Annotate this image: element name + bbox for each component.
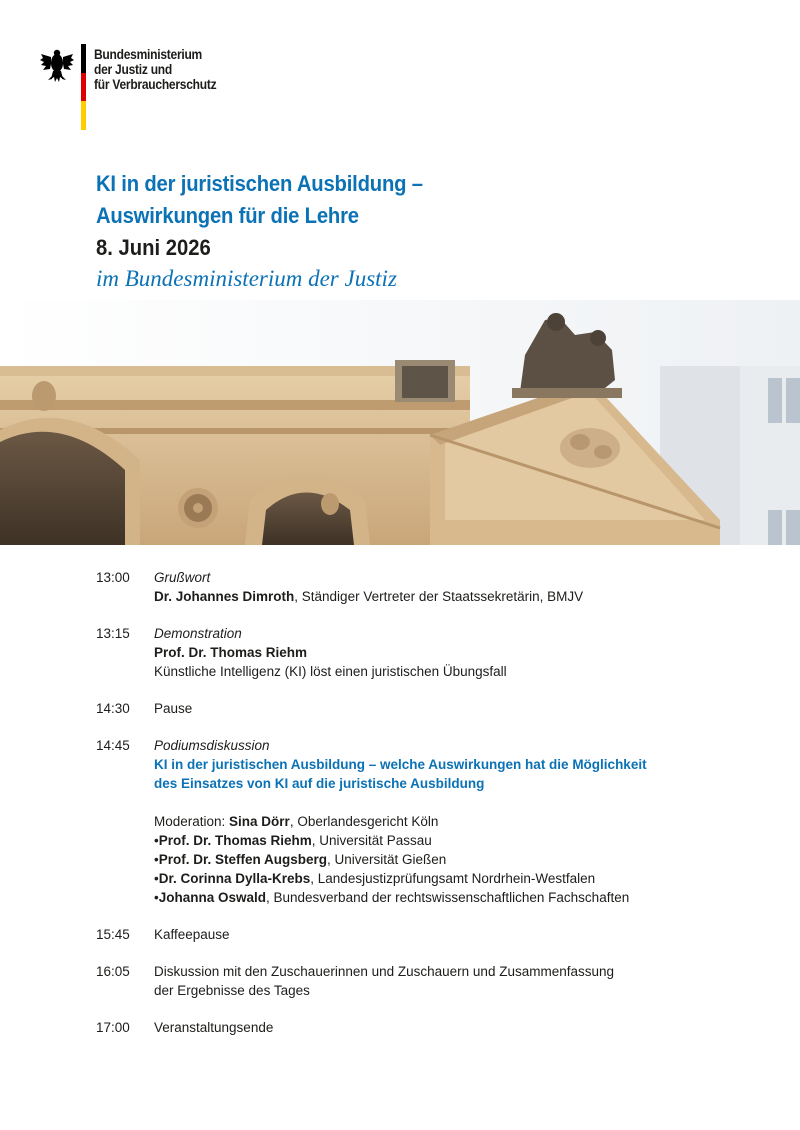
flag-red-stripe [81,73,86,102]
agenda-text: Pause [154,701,193,716]
panelist-name: Prof. Dr. Thomas Riehm [158,833,312,848]
agenda-time: 14:45 [96,738,130,753]
agenda-item [96,1018,776,1037]
agenda-description: Künstliche Intelligenz (KI) löst einen juristischen Übungsfall [154,664,507,679]
panelist [154,888,776,907]
agenda-text: Kaffeepause [154,927,230,942]
agenda-text-line-1: Diskussion mit den Zuschauerinnen und Zuschauern und Zusammenfassung [154,964,615,979]
ministry-name [94,47,216,92]
panelist [154,850,776,869]
panelist-name: Prof. Dr. Steffen Augsberg [158,852,328,867]
agenda-time: 14:30 [96,701,130,716]
event-venue-line-1: im Bundesministerium der Justiz [96,266,397,291]
speaker-role: , Ständiger Vertreter der Staatssekretärin, BMJV [294,589,584,604]
panelist [154,831,776,850]
panel-topic-line-1: KI in der juristischen Ausbildung – welche Auswirkungen hat die Möglichkeit [154,757,647,772]
flag-black-stripe [81,44,86,73]
panelist-name: Johanna Oswald [158,890,267,905]
moderator-name: Sina Dörr [229,814,290,829]
moderation-prefix: Moderation: [154,814,230,829]
agenda-item [96,925,776,944]
agenda-time: 13:15 [96,626,130,641]
agenda-item [96,736,776,907]
agenda-text-line-2: der Ergebnisse des Tages [154,983,310,998]
panelist-affiliation: , Bundesverband der rechtswissenschaftlichen Fachschaften [266,890,630,905]
panelist-affiliation: , Universität Passau [311,833,432,848]
federal-eagle-icon [40,46,74,86]
agenda [96,568,776,1055]
agenda-item [96,624,776,681]
moderator-affiliation: , Oberlandesgericht Köln [289,814,439,829]
agenda-text: Veranstaltungsende [154,1020,274,1035]
event-date: 8. Juni 2026 [96,235,211,260]
agenda-time: 15:45 [96,927,130,942]
building-photo [0,300,800,545]
panelist [154,869,776,888]
agenda-label: Grußwort [154,570,211,585]
flag-gold-stripe [81,101,86,130]
german-flag-bar [81,44,86,130]
event-title-line-2: Auswirkungen für die Lehre [96,203,359,228]
event-title-line-1: KI in der juristischen Ausbildung – [96,171,423,196]
agenda-item [96,699,776,718]
panel-topic-line-2: des Einsatzes von KI auf die juristische Ausbildung [154,776,485,791]
speaker-name: Dr. Johannes Dimroth [154,589,295,604]
agenda-time: 13:00 [96,570,130,585]
agenda-time: 16:05 [96,964,130,979]
panelist-name: Dr. Corinna Dylla-Krebs [158,871,311,886]
agenda-item [96,962,776,1000]
ministry-line-2: der Justiz und [94,61,173,77]
panelist-affiliation: , Universität Gießen [327,852,447,867]
agenda-item [96,568,776,606]
agenda-speaker [154,587,776,606]
agenda-time: 17:00 [96,1020,130,1035]
agenda-label: Demonstration [154,626,242,641]
ministry-line-3: für Verbraucherschutz [94,76,217,92]
speaker-name: Prof. Dr. Thomas Riehm [154,645,308,660]
ministry-line-1: Bundesministerium [94,46,203,62]
agenda-label: Podiumsdiskussion [154,738,270,753]
panelist-affiliation: , Landesjustizprüfungsamt Nordrhein-Westfalen [310,871,596,886]
panel-moderation [154,812,776,831]
